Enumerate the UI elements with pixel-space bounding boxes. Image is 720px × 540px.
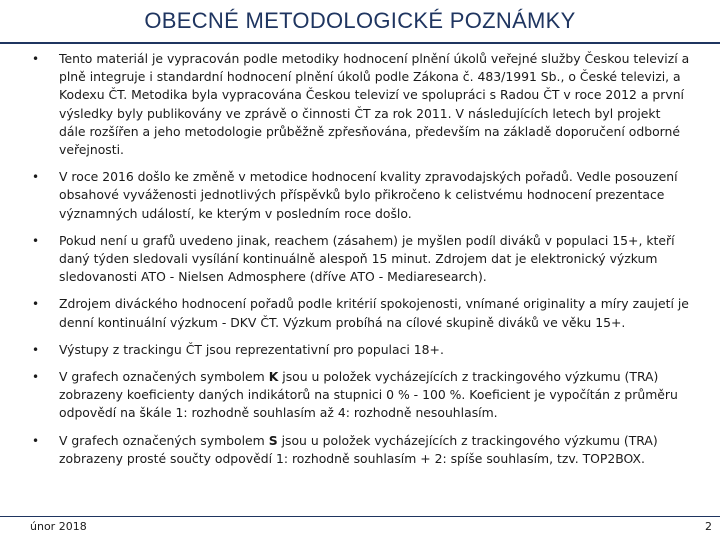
list-item: [28, 368, 690, 423]
list-item: [28, 295, 690, 331]
bullet-icon: •: [32, 342, 40, 357]
notes-list: [28, 50, 690, 477]
note-text-before: V grafech označených symbolem: [59, 432, 269, 448]
note-text: Pokud není u grafů uvedeno jinak, reachem (zásahem) je myšlen podíl diváků v populaci 15+, kteří daný týden sledovali vysílání kontinuálně alespoň 15 minut. Zdrojem dat je elektronický výzkum sledovanosti ATO - Nielsen Admosphere (dříve ATO - Mediaresearch).: [59, 232, 675, 285]
bullet-icon: •: [32, 370, 40, 385]
note-text: V roce 2016 došlo ke změně v metodice hodnocení kvality zpravodajských pořadů. Vedle posouzení obsahové vyváženosti jednotlivých příspěvků bylo přikročeno k celistvému hodnocení prezentace významných událostí, ke kterým v posledním roce došlo.: [59, 169, 678, 221]
bullet-icon: •: [32, 433, 40, 448]
note-text: Zdrojem diváckého hodnocení pořadů podle kritérií spokojenosti, vnímané originality a míry zaujetí je denní kontinuální výzkum - DKV ČT. Výzkum probíhá na cílové skupině diváků ve věku 15+.: [59, 296, 689, 330]
note-text: Tento materiál je vypracován podle metodiky hodnocení plnění úkolů veřejné služby Českou televizí a plně integruje i standardní hodnocení plnění úkolů podle Zákona č. 483/1991 Sb., o České televizi, a Kodexu ČT. Metodika byla vypracována Českou televizí ve spolupráci s Radou ČT v roce 2012 a první výsledky byly publikovány ve zprávě o činnosti ČT za rok 2011. V následujících letech byl projekt dále rozšířen a jeho metodologie průběžně zpřesňována, především na základě doporučení odborné veřejnosti.: [59, 51, 690, 158]
list-item: [28, 432, 690, 468]
note-text-after: jsou u položek vycházejících z trackingového výzkumu (TRA) zobrazeny prosté součty odpovědí 1: rozhodně souhlasím + 2: spíše souhlasím, tzv. TOP2BOX.: [59, 432, 658, 466]
list-item: [28, 168, 690, 223]
bullet-icon: •: [32, 52, 40, 66]
bullet-icon: •: [32, 233, 40, 248]
note-text-after: jsou u položek vycházejících z trackingového výzkumu (TRA) zobrazeny koeficienty daných indikátorů na stupnici 0 % - 100 %. Koeficient je vypočítán z průměru odpovědí na škále 1: rozhodně souhlasím až 4: rozhodně nesouhlasím.: [59, 369, 678, 421]
symbol-s: S: [268, 432, 278, 448]
title-divider: [0, 42, 720, 44]
note-text: Výstupy z trackingu ČT jsou reprezentativní pro populaci 18+.: [59, 341, 444, 357]
list-item: [28, 50, 690, 159]
note-text-before: V grafech označených symbolem: [59, 369, 269, 385]
list-item: [28, 341, 690, 359]
page-title: OBECNÉ METODOLOGICKÉ POZNÁMKY: [144, 8, 576, 33]
bullet-icon: •: [32, 170, 40, 185]
page-number: 2: [705, 520, 712, 533]
footer-divider: [0, 516, 720, 517]
bullet-icon: •: [32, 297, 40, 312]
footer-date: únor 2018: [30, 520, 87, 533]
symbol-k: K: [268, 369, 279, 385]
list-item: [28, 232, 690, 287]
